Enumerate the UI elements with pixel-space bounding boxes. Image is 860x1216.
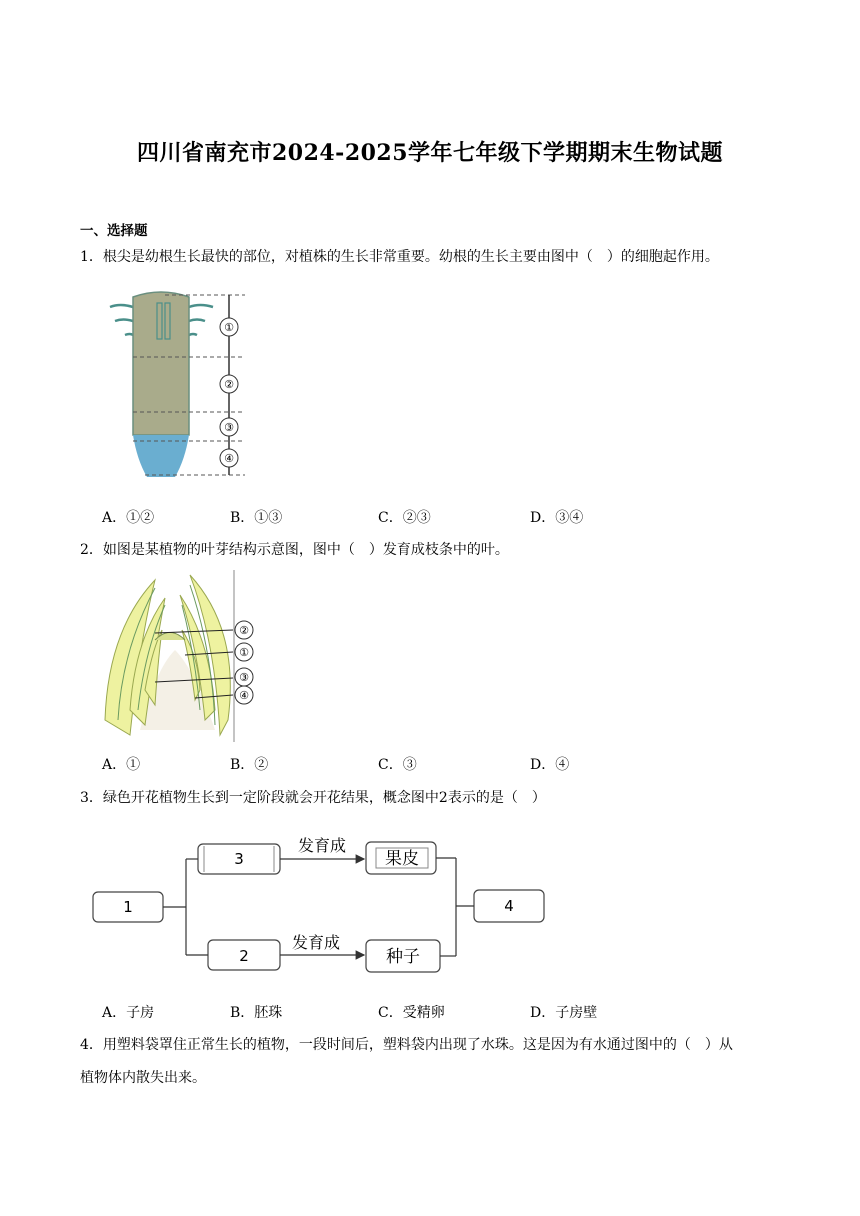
leaf-bud-diagram <box>100 570 260 742</box>
q1-option-c[interactable]: C．②③ <box>378 510 431 526</box>
box-4-label: 4 <box>504 897 514 915</box>
flower-concept-diagram <box>90 830 550 975</box>
q3-option-d[interactable]: D．子房壁 <box>530 1005 598 1021</box>
q1-option-b[interactable]: B．①③ <box>230 510 283 526</box>
root-tip-diagram <box>105 285 255 480</box>
q3-option-c[interactable]: C．受精卵 <box>378 1005 445 1021</box>
box-1-label: 1 <box>123 898 133 916</box>
question-4-text-line1: 4．用塑料袋罩住正常生长的植物，一段时间后，塑料袋内出现了水珠。这是因为有水通过图中的（ ）从 <box>80 1037 733 1053</box>
root-label-3: ③ <box>224 421 234 434</box>
bud-label-4: ④ <box>239 689 249 702</box>
q2-option-a[interactable]: A．① <box>102 757 141 773</box>
q1-option-d[interactable]: D．③④ <box>530 510 584 526</box>
q2-option-d[interactable]: D．④ <box>530 757 570 773</box>
box-3-label: 3 <box>234 850 244 868</box>
box-2-label: 2 <box>239 947 249 965</box>
question-2-text: 2．如图是某植物的叶芽结构示意图，图中（ ）发育成枝条中的叶。 <box>80 542 509 558</box>
page-title: 四川省南充市2024-2025学年七年级下学期期末生物试题 <box>136 140 724 166</box>
bud-label-2: ② <box>239 624 249 637</box>
bud-label-3: ③ <box>239 671 249 684</box>
root-label-2: ② <box>224 378 234 391</box>
q2-option-b[interactable]: B．② <box>230 757 269 773</box>
q2-option-c[interactable]: C．③ <box>378 757 417 773</box>
q3-option-b[interactable]: B．胚珠 <box>230 1005 283 1021</box>
seed-label: 种子 <box>386 947 420 967</box>
root-label-1: ① <box>224 321 234 334</box>
root-label-4: ④ <box>224 452 234 465</box>
q1-option-a[interactable]: A．①② <box>102 510 155 526</box>
section-heading: 一、选择题 <box>80 223 148 239</box>
question-3-text: 3．绿色开花植物生长到一定阶段就会开花结果，概念图中2表示的是（ ） <box>80 790 546 806</box>
fruit-skin-label: 果皮 <box>385 849 419 869</box>
question-1-text: 1．根尖是幼根生长最快的部位，对植株的生长非常重要。幼根的生长主要由图中（ ）的细胞起作用。 <box>80 249 719 265</box>
arrow-top-label: 发育成 <box>297 836 347 855</box>
q3-option-a[interactable]: A．子房 <box>102 1005 155 1021</box>
question-4-text-line2: 植物体内散失出来。 <box>80 1070 206 1086</box>
bud-label-1: ① <box>239 646 249 659</box>
arrow-bottom-label: 发育成 <box>291 933 341 952</box>
